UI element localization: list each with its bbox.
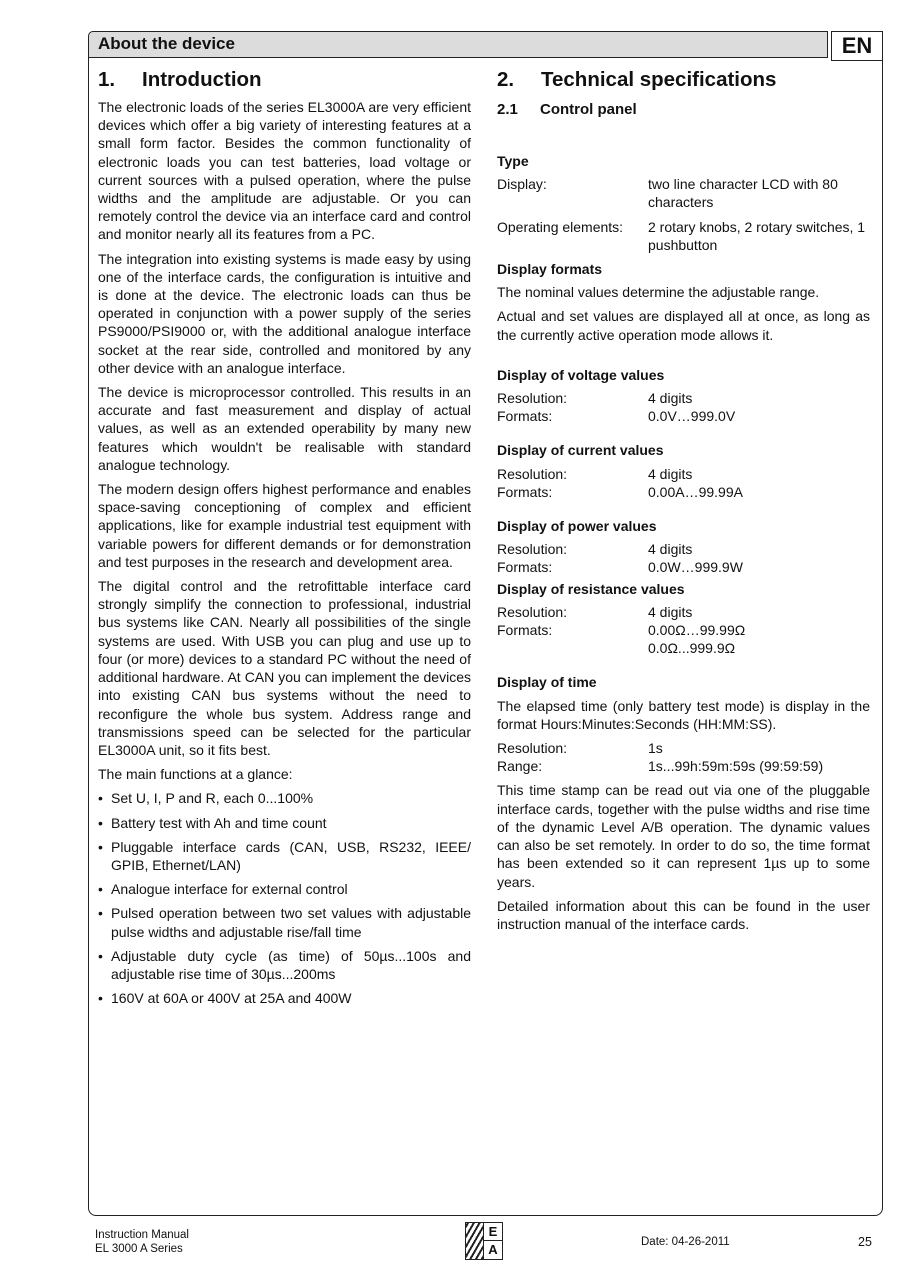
spec-row: Resolution: 4 digits: [497, 390, 693, 407]
current-heading: Display of current values: [497, 442, 664, 459]
list-item: • Set U, I, P and R, each 0...100%: [98, 789, 471, 807]
language-badge: EN: [831, 31, 883, 61]
spec-row-display: Display: two line character LCD with 80 characters: [497, 176, 838, 211]
company-logo: E A: [465, 1222, 503, 1260]
spec-row: Formats: 0.00Ω…99.99Ω: [497, 622, 746, 639]
spec-row: Resolution: 4 digits: [497, 541, 693, 558]
spec-row: Resolution: 4 digits: [497, 465, 693, 482]
page-number: 25: [858, 1235, 872, 1249]
resistance-heading: Display of resistance values: [497, 580, 685, 597]
list-item: • 160V at 60A or 400V at 25A and 400W: [98, 989, 471, 1007]
spec-row: Formats: 0.0W…999.9W: [497, 559, 743, 576]
intro-heading: 1. Introduction: [98, 68, 262, 91]
main-functions-list: [98, 789, 471, 1007]
intro-paragraph: The modern design offers highest performance and enables space-saving conceptioning of complex and efficient applications, like for example industrial test equipment with variable powers for different demands or for demonstration and test purposes in the research and development area.: [98, 481, 471, 570]
voltage-heading: Display of voltage values: [497, 366, 665, 383]
time-text: The elapsed time (only battery test mode) is display in the format Hours:Minutes:Seconds (HH:MM:SS).: [497, 697, 870, 732]
time-text: This time stamp can be read out via one of the pluggable interface cards, together with the pulse widths and rise time of the dynamic Level A/B operation. The dynamic values can also be set remotely. In order to do so, the time format has been extended so it can represent 1µs up to some years.: [497, 782, 870, 890]
footer-date: Date: 04-26-2011: [641, 1236, 730, 1248]
spec-row: Formats: 0.0V…999.0V: [497, 408, 736, 425]
intro-column: [98, 66, 471, 1013]
display-formats-text: Actual and set values are displayed all at once, as long as the currently active operation mode allows it.: [497, 308, 870, 343]
intro-paragraph: The electronic loads of the series EL3000A are very efficient devices which offer a big variety of interesting features at a small form factor. Besides the common functionality of electronic loads you can test batteries, load voltage or current sources with a pulsed operation, where the pulse widths and the amplitude are adjustable. Or you can remotely control the device via an interface card and control and monitor nearly all its features from a PC.: [98, 99, 471, 243]
specs-column: [497, 66, 870, 939]
list-item: • Battery test with Ah and time count: [98, 814, 471, 832]
spec-row: Formats: 0.00A…99.99A: [497, 483, 743, 500]
control-panel-heading: 2.1 Control panel: [497, 101, 637, 118]
spec-row: Resolution: 4 digits: [497, 603, 693, 620]
intro-paragraph: The integration into existing systems is made easy by using one of the interface cards, the configuration is intuitive and is done at the device. The electronic loads can thus be operated in conjunction with a power supply of the series PS9000/PSI9000 or, with the additional analogue interface socket at the rear side, controlled and monitored by any other device with an analogue interface.: [98, 250, 471, 376]
spec-row: Resolution: 1s: [497, 740, 663, 757]
spec-row: 0.0Ω...999.9Ω: [648, 640, 736, 657]
intro-paragraph: The digital control and the retrofittable interface card strongly simplify the connection to professional, industrial bus systems like CAN. Nearly all possibilities of the single systems are used. With USB you can plug and use up to four (or more) devices to a standard PC without the need of additional hardware. At CAN you can implement the devices into existing CAN bus systems without the need to reconfigure the whole bus system. Address range and transmissions speed can be selected for the particular EL3000A unit, so it fits best.: [98, 578, 471, 758]
type-heading: Type: [497, 153, 529, 169]
list-item: • Pulsed operation between two set values with adjustable pulse widths and adjustable rise/fall time: [98, 904, 471, 940]
display-formats-heading: Display formats: [497, 261, 603, 278]
logo-slant-icon: [466, 1223, 484, 1259]
footer-manual: Instruction Manual EL 3000 A Series: [95, 1229, 189, 1255]
list-item: • Pluggable interface cards (CAN, USB, RS232, IEEE/ GPIB, Ethernet/LAN): [98, 838, 471, 874]
time-text: Detailed information about this can be found in the user instruction manual of the interface cards.: [497, 897, 870, 932]
time-heading: Display of time: [497, 674, 597, 691]
spec-row: Range: 1s...99h:59m:59s (99:59:59): [497, 758, 824, 775]
display-formats-text: The nominal values determine the adjustable range.: [497, 284, 820, 301]
spec-row-operating: Operating elements: 2 rotary knobs, 2 rotary switches, 1 pushbutton: [497, 218, 866, 253]
specs-heading: 2. Technical specifications: [497, 68, 777, 91]
section-title: About the device: [98, 34, 235, 53]
intro-paragraph: The main functions at a glance:: [98, 766, 293, 783]
power-heading: Display of power values: [497, 518, 657, 535]
list-item: • Analogue interface for external control: [98, 880, 471, 898]
list-item: • Adjustable duty cycle (as time) of 50µs...100s and adjustable rise time of 30µs...200ms: [98, 947, 471, 983]
intro-paragraph: The device is microprocessor controlled. This results in an accurate and fast measurement and display of actual values, as well as an extended operability by many new features which wouldn't be realisable with standard analogue technology.: [98, 384, 471, 473]
